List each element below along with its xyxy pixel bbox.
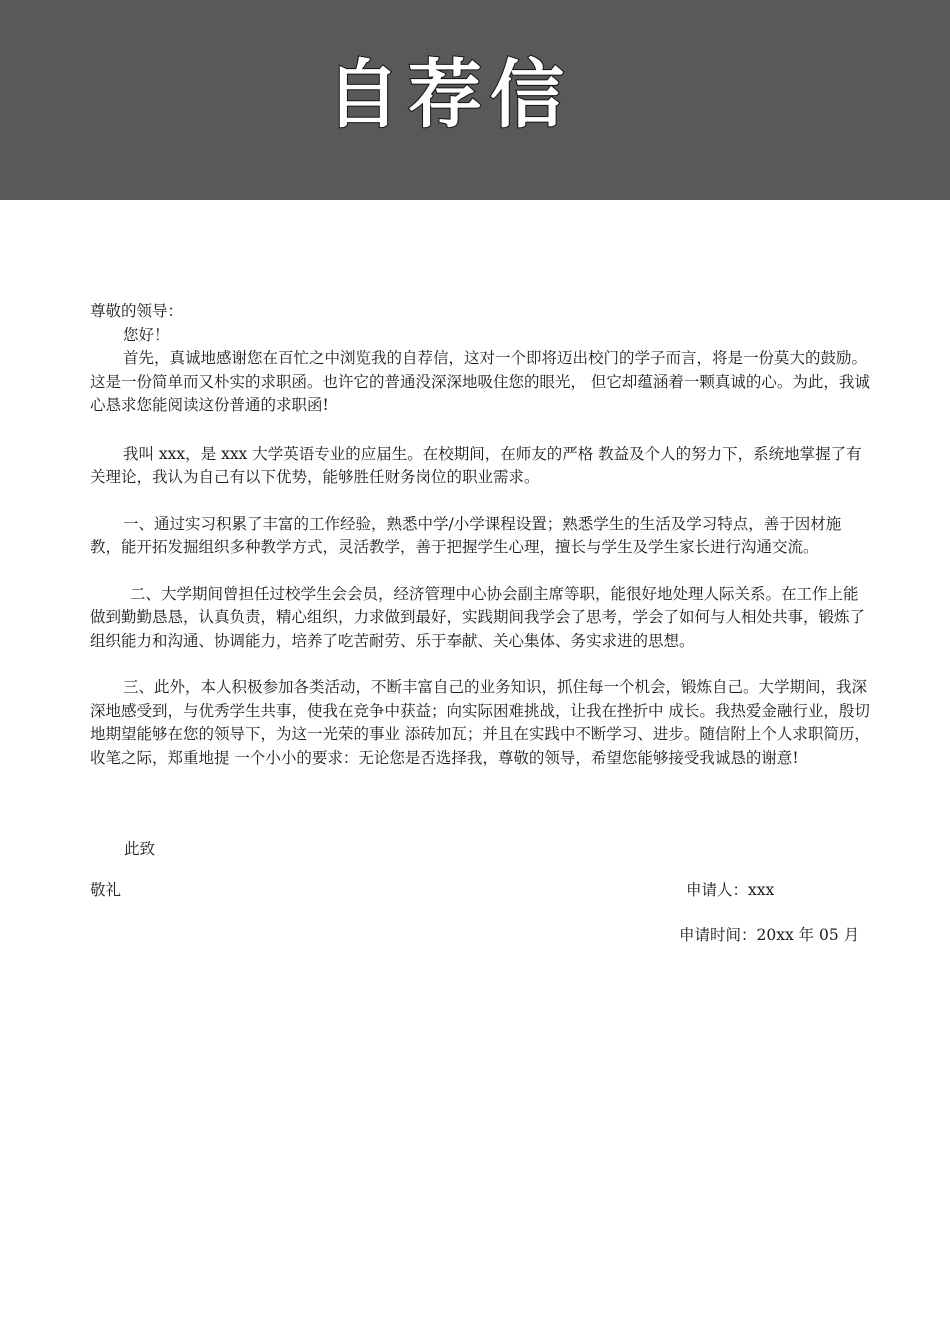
hello-line: 您好！ (123, 325, 170, 344)
application-date: 申请时间：20xx 年 05 月 (679, 926, 860, 944)
closing-line: 此致 (124, 840, 156, 858)
paragraph-point-1: 一、通过实习积累了丰富的工作经验，熟悉中学/小学课程设置；熟悉学生的生活及学习特点，善于因材施教，能开拓发掘组织多种教学方式，灵活教学，善于把握学生心理，擅长与学生及学生家长进行沟通交流。 (90, 514, 842, 556)
page-title: 自荐信 (326, 52, 572, 138)
header-band (0, 0, 950, 200)
paragraph-point-3: 三、此外，本人积极参加各类活动，不断丰富自己的业务知识，抓住每一个机会，锻炼自己。大学期间，我深深地感受到，与优秀学生共事，使我在竞争中获益；向实际困难挑战，让我在挫折中 成长。我热爱金融行业，殷切地期望能够在您的领导下，为这一光荣的事业 添砖加瓦；并且在实践中不断学习、进步。随信附上个人求职简历，收笔之际，郑重地提 一个小小的要求：无论您是否选择我，尊敬的领导，希望您能够接受我诚恳的谢意! (90, 678, 870, 767)
paragraph-self-intro: 我叫 xxx，是 xxx 大学英语专业的应届生。在校期间，在师友的严格 教益及个人的努力下，系统地掌握了有关理论，我认为自己有以下优势，能够胜任财务岗位的职业需求。 (90, 444, 862, 486)
applicant-name: 申请人：xxx (686, 881, 775, 899)
salute-line: 敬礼 (90, 881, 122, 899)
greeting: 尊敬的领导： (90, 302, 184, 320)
letter-body (90, 300, 870, 770)
paragraph-point-2: 二、大学期间曾担任过校学生会会员，经济管理中心协会副主席等职，能很好地处理人际关系。在工作上能做到勤勤恳恳，认真负责，精心组织，力求做到最好，实践期间我学会了思考，学会了如何与人相处共事，锻炼了组织能力和沟通、协调能力，培养了吃苦耐劳、乐于奉献、关心集体、务实求进的思想。 (90, 584, 866, 650)
paragraph-intro: 首先，真诚地感谢您在百忙之中浏览我的自荐信，这对一个即将迈出校门的学子而言，将是一份莫大的鼓励。这是一份简单而又朴实的求职函。也许它的普通没深深地吸住您的眼光， 但它却蕴涵着一颗真诚的心。为此，我诚心恳求您能阅读这份普通的求职函! (90, 349, 870, 414)
